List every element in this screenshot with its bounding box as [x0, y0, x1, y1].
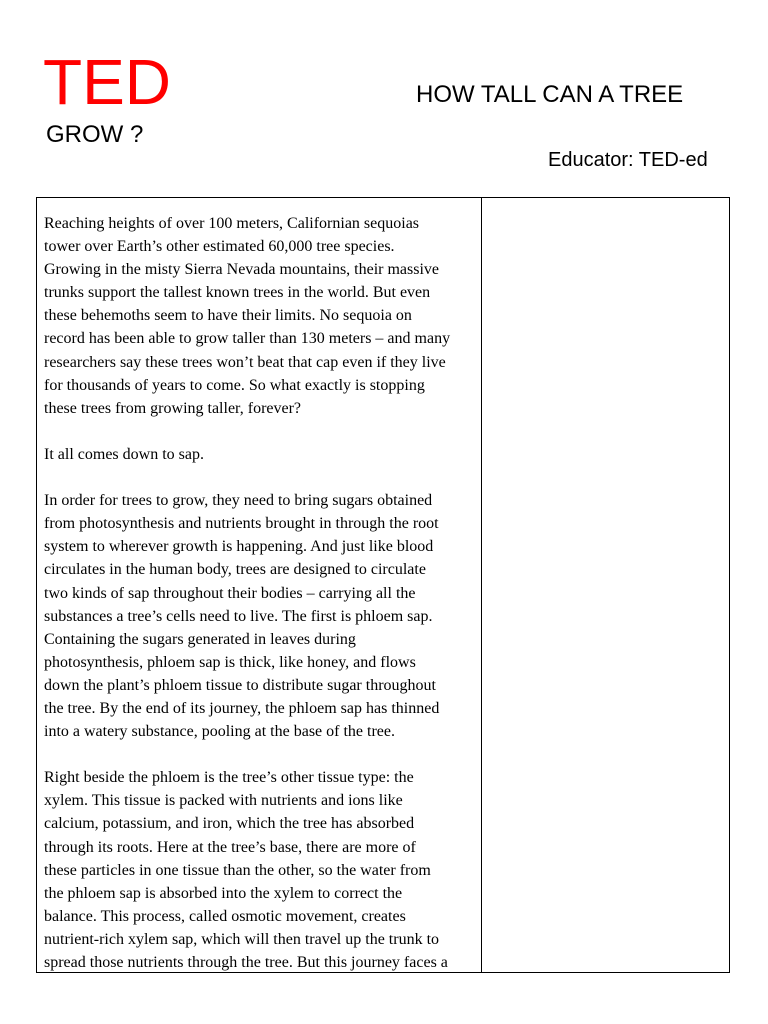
article-line: record has been able to grow taller than 130 meters – and many [44, 330, 451, 348]
article-line: circulates in the human body, trees are designed to circulate [44, 561, 426, 579]
article-line: these trees from growing taller, forever? [44, 399, 302, 417]
article-line: the tree. By the end of its journey, the phloem sap has thinned [44, 699, 440, 717]
article-paragraph [44, 443, 478, 466]
article-line: tower over Earth’s other estimated 60,000 tree species. [44, 238, 395, 256]
article-line: Growing in the misty Sierra Nevada mountains, their massive [44, 261, 440, 279]
article-line: these particles in one tissue than the other, so the water from [44, 861, 431, 879]
article-line: through its roots. Here at the tree’s base, there are more of [44, 838, 416, 856]
article-line: Reaching heights of over 100 meters, Californian sequoias [44, 215, 420, 232]
article-line: down the plant’s phloem tissue to distribute sugar throughout [44, 676, 436, 694]
page-title-part2: GROW ? [46, 121, 144, 148]
article-line: these behemoths seem to have their limits. No sequoia on [44, 307, 412, 325]
article-line: balance. This process, called osmotic movement, creates [44, 907, 406, 925]
article-line: nutrient-rich xylem sap, which will then travel up the trunk to [44, 930, 440, 948]
article-line: xylem. This tissue is packed with nutrients and ions like [44, 792, 403, 810]
article-line: calcium, potassium, and iron, which the tree has absorbed [44, 815, 415, 833]
article-line: into a watery substance, pooling at the base of the tree. [44, 723, 395, 741]
article-line: It all comes down to sap. [44, 445, 204, 463]
article-paragraph [44, 212, 478, 420]
article-paragraph [44, 766, 478, 973]
article-line: photosynthesis, phloem sap is thick, like honey, and flows [44, 653, 416, 671]
article-text-cell [44, 212, 478, 973]
page-title-part1: HOW TALL CAN A TREE [416, 81, 684, 108]
table-column-divider [481, 197, 482, 973]
article-line: Containing the sugars generated in leaves during [44, 630, 356, 648]
ted-logo: TED [43, 46, 171, 118]
article-paragraph [44, 489, 478, 743]
educator-label: Educator: TED-ed [548, 149, 708, 171]
article-line: from photosynthesis and nutrients brought in through the root [44, 515, 439, 533]
article-line: the phloem sap is absorbed into the xylem to correct the [44, 884, 403, 902]
article-line: system to wherever growth is happening. And just like blood [44, 538, 434, 556]
article-line: spread those nutrients through the tree. But this journey faces a [44, 954, 448, 971]
article-line: In order for trees to grow, they need to bring sugars obtained [44, 492, 433, 510]
article-line: two kinds of sap throughout their bodies – carrying all the [44, 584, 416, 602]
article-line: trunks support the tallest known trees in the world. But even [44, 284, 431, 302]
article-line: researchers say these trees won’t beat that cap even if they live [44, 353, 446, 371]
content-table [36, 197, 730, 973]
article-line: for thousands of years to come. So what exactly is stopping [44, 376, 425, 394]
article-line: substances a tree’s cells need to live. The first is phloem sap. [44, 607, 433, 625]
article-line: Right beside the phloem is the tree’s other tissue type: the [44, 769, 414, 787]
